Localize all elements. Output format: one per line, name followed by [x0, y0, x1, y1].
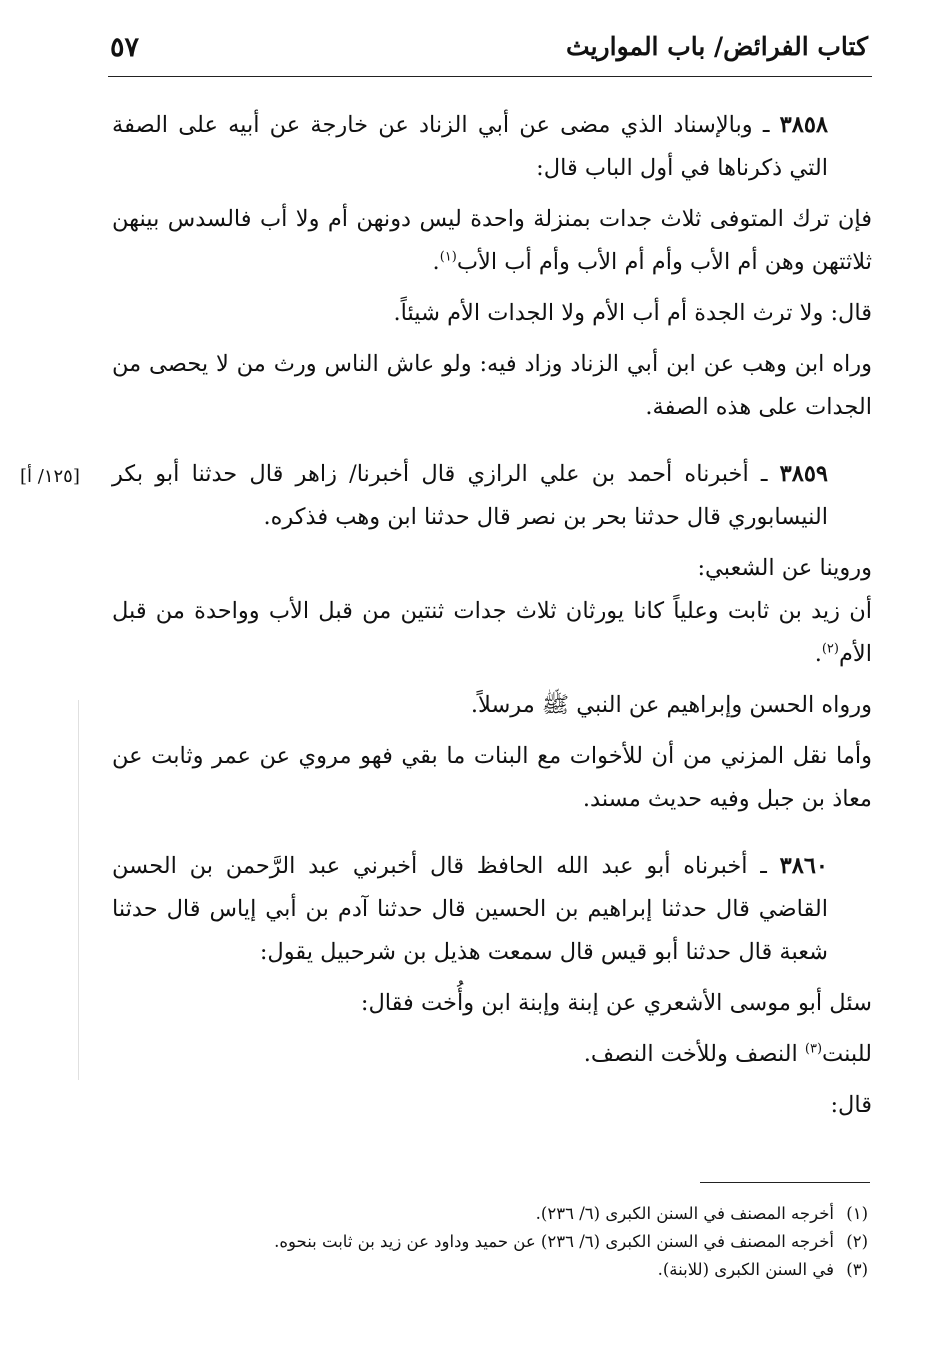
paragraph-text: فإن ترك المتوفى ثلاث جدات بمنزلة واحدة ليس دونهن أم ولا أب فالسدس بينهن ثلاثتهن وهن أم الأب وأم أم الأب وأم أب الأب	[112, 206, 872, 275]
paragraph-end: .	[432, 249, 440, 275]
running-title: كتاب الفرائض/ باب المواريث	[566, 32, 868, 61]
paragraph-text: ـ أخبرناه أبو عبد الله الحافظ قال أخبرني عبد الرَّحمن بن الحسن القاضي قال حدثنا إبراهيم بن الحسين قال حدثنا آدم بن أبي إياس قال حدثنا شعبة قال حدثنا أبو قيس قال سمعت هذيل بن شرحبيل يقول:	[112, 853, 828, 965]
footnote-ref-2: (٢)	[821, 641, 839, 657]
header-rule	[108, 76, 872, 77]
narration-paragraph: وراه ابن وهب عن ابن أبي الزناد وزاد فيه: ولو عاش الناس ورث من لا يحصى من الجدات على هذه الصفة.	[112, 351, 872, 420]
statement-paragraph: قال:	[830, 1092, 872, 1118]
hadith-3858	[112, 104, 872, 190]
quote-paragraph	[112, 590, 872, 676]
footnote-1	[112, 1200, 868, 1228]
footnote-text: أخرجه المصنف في السنن الكبرى (٦/ ٢٣٦).	[535, 1204, 834, 1223]
hadith-3860	[112, 845, 872, 974]
margin-folio-note: [١٢٥/ أ]	[20, 466, 80, 487]
quote-paragraph	[112, 198, 872, 284]
footnote-3	[112, 1256, 868, 1284]
footnote-text: أخرجه المصنف في السنن الكبرى (٦/ ٢٣٦) عن حميد وداود عن زيد بن ثابت بنحوه.	[274, 1232, 834, 1251]
paragraph-text: النصف وللأخت النصف.	[583, 1041, 805, 1067]
paragraph-end: .	[814, 641, 822, 667]
footnotes	[112, 1200, 868, 1284]
narration-paragraph: ورواه الحسن وإبراهيم عن النبي ﷺ مرسلاً.	[470, 692, 872, 718]
hadith-number: ٣٨٥٩	[779, 461, 828, 487]
narration-paragraph: وروينا عن الشعبي:	[697, 555, 872, 581]
footnote-ref-1: (١)	[439, 249, 457, 265]
paragraph-text: أن زيد بن ثابت وعلياً كانا يورثان ثلاث جدات ثنتين من قبل الأب وواحدة من قبل الأم	[112, 598, 872, 667]
footnote-text: في السنن الكبرى (للابنة).	[657, 1260, 834, 1279]
page-number: ٥٧	[110, 32, 140, 63]
quote-paragraph: سئل أبو موسى الأشعري عن إبنة وإبنة ابن وأُخت فقال:	[360, 990, 872, 1016]
footnote-mark: (٢)	[846, 1232, 868, 1251]
main-text	[112, 104, 872, 1127]
footnote-2	[112, 1228, 868, 1256]
commentary-paragraph: وأما نقل المزني من أن للأخوات مع البنات ما بقي فهو مروي عن عمر وثابت عن معاذ بن جبل وفيه حديث مسند.	[112, 743, 872, 812]
hadith-number: ٣٨٦٠	[779, 853, 828, 879]
statement-paragraph: قال: ولا ترث الجدة أم أب الأم ولا الجدات الأم شيئاً.	[393, 300, 872, 326]
paragraph-text: للبنت	[822, 1041, 872, 1067]
hadith-3859	[112, 453, 872, 539]
quote-paragraph	[112, 1033, 872, 1076]
paragraph-text: ـ وبالإسناد الذي مضى عن أبي الزناد عن خارجة عن أبيه على الصفة التي ذكرناها في أول الباب قال:	[112, 112, 828, 181]
page-header	[110, 32, 868, 72]
paragraph-text: ـ أخبرناه أحمد بن علي الرازي قال أخبرنا/ زاهر قال حدثنا أبو بكر النيسابوري قال حدثنا بحر بن نصر قال حدثنا ابن وهب فذكره.	[112, 461, 828, 530]
footnote-rule	[700, 1182, 870, 1183]
footnote-ref-3: (٣)	[804, 1041, 823, 1057]
scan-edge-line	[78, 700, 79, 1080]
hadith-number: ٣٨٥٨	[779, 112, 828, 138]
footnote-mark: (١)	[846, 1204, 868, 1223]
footnote-mark: (٣)	[846, 1260, 868, 1279]
